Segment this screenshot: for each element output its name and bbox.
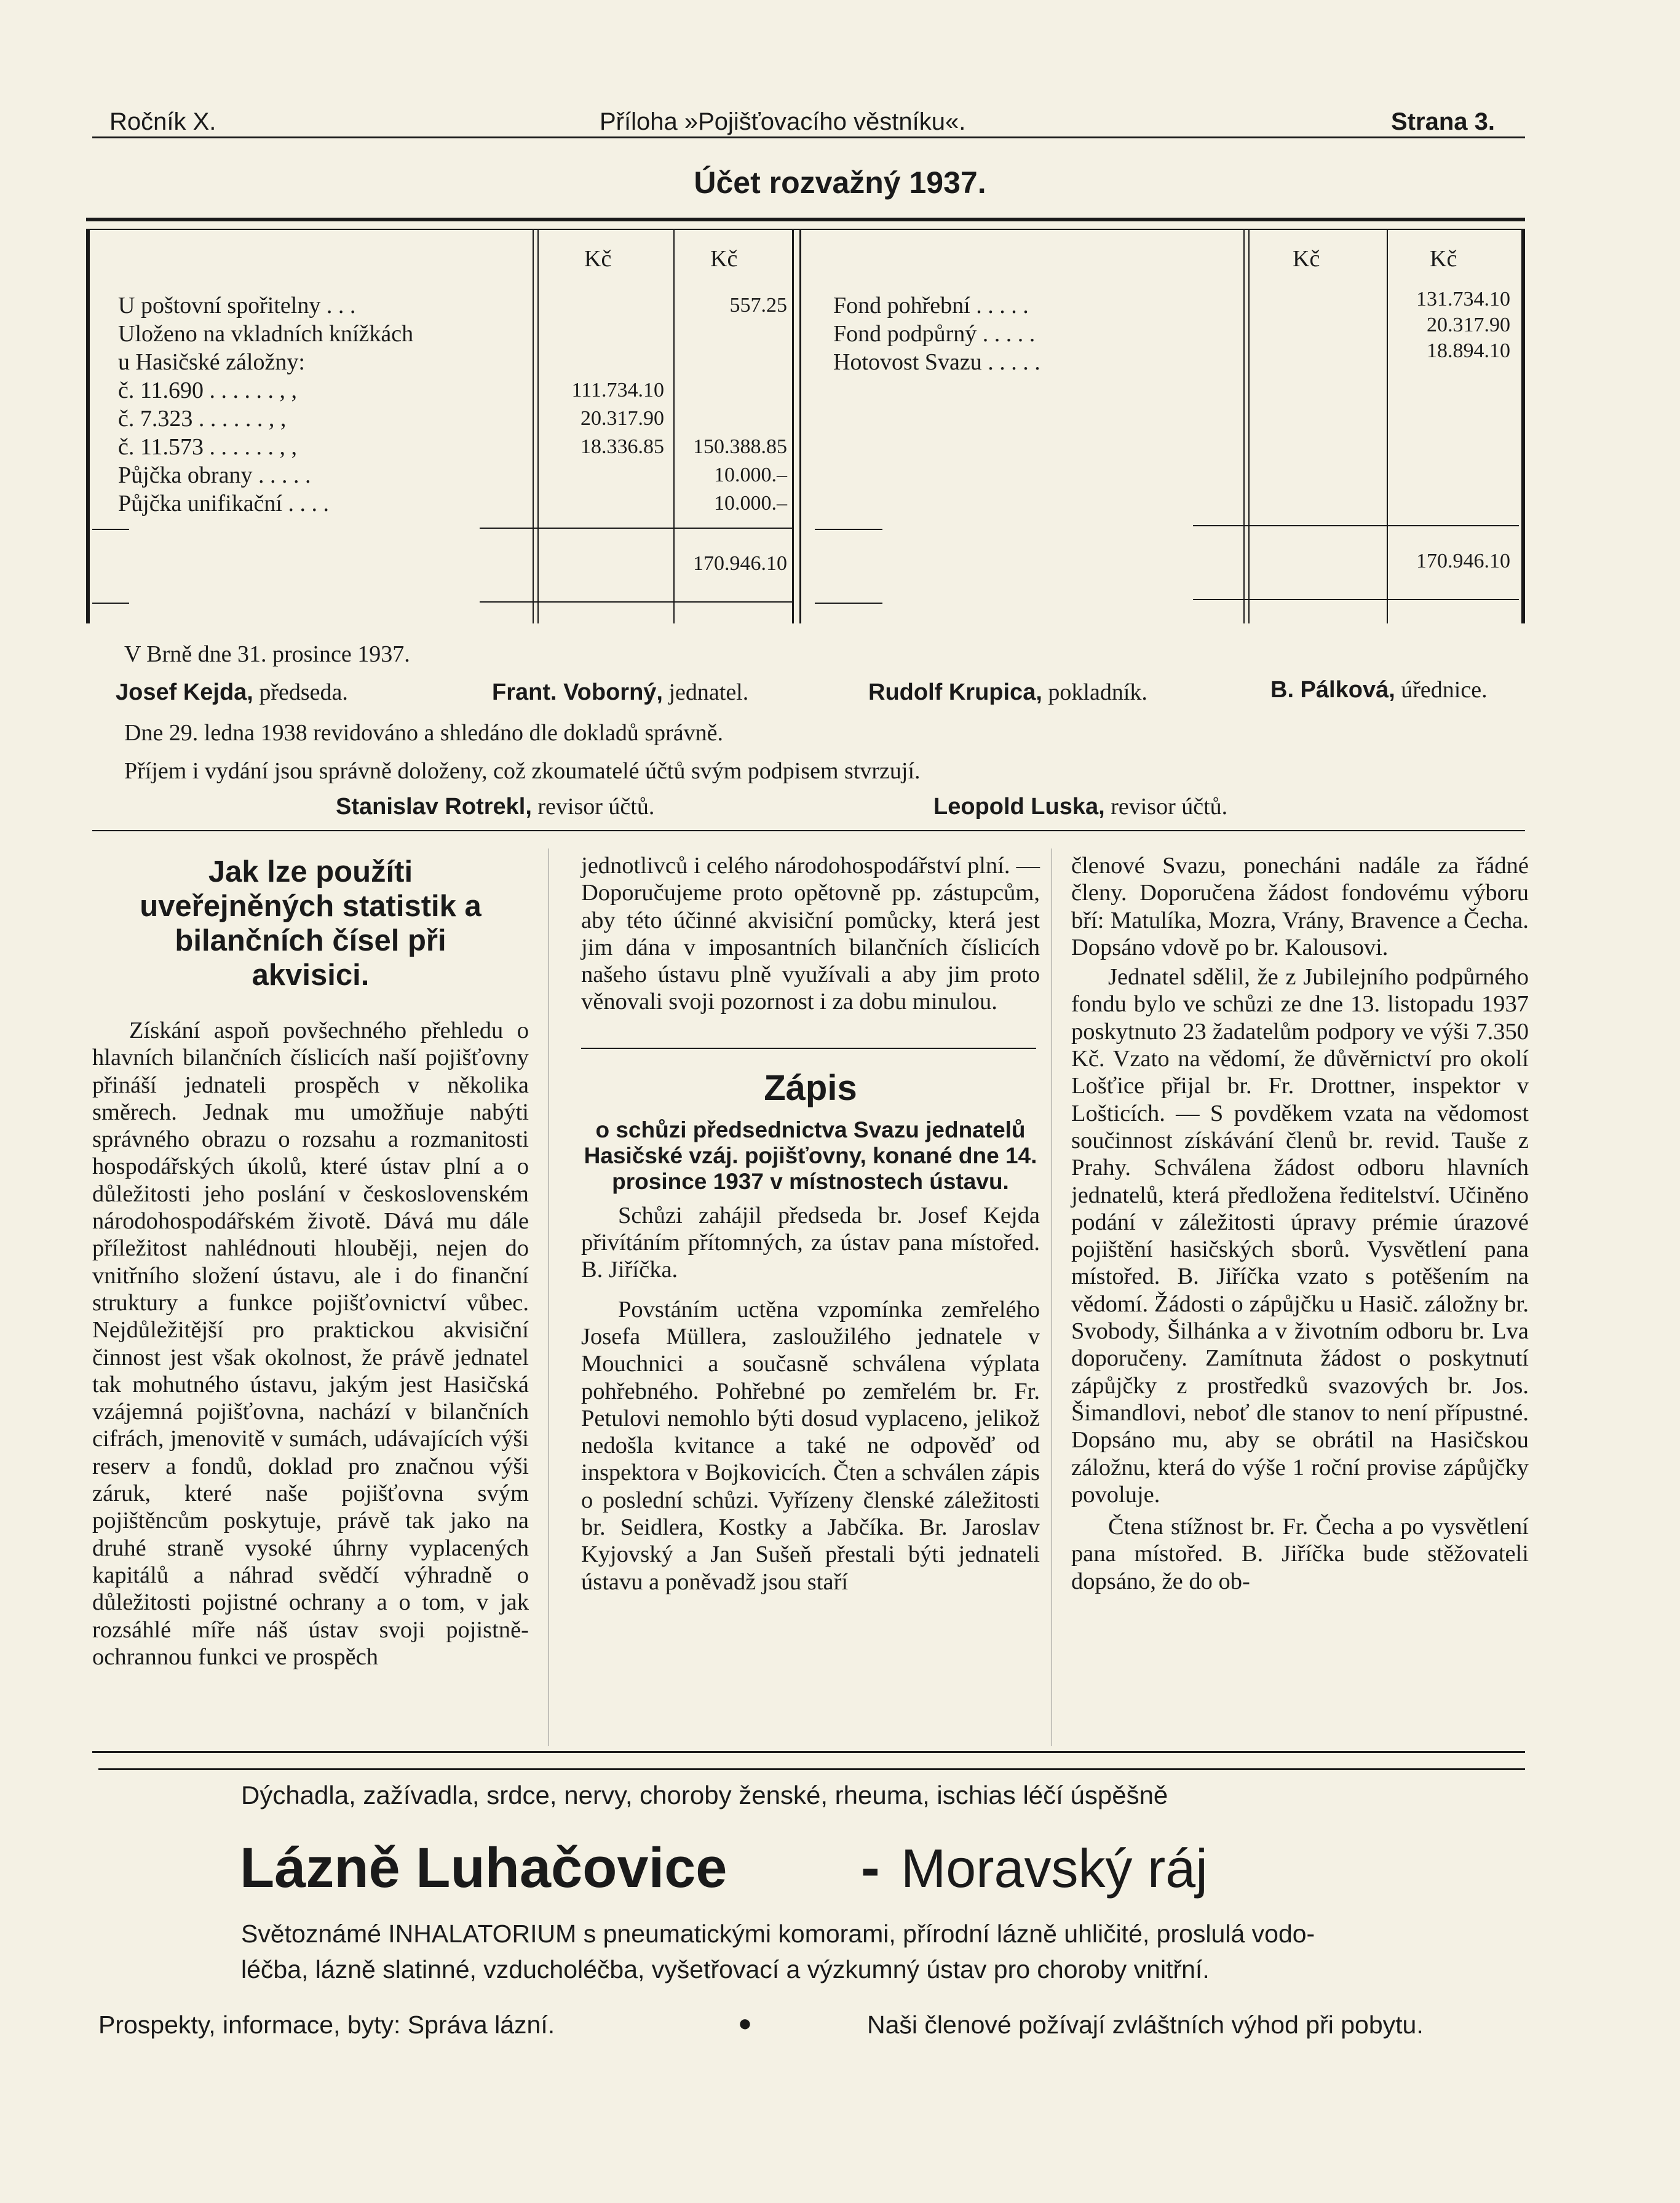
section-rule	[92, 1751, 1525, 1753]
currency-header: Kč	[1293, 246, 1320, 272]
row-label: Půjčka obrany . . . . .	[118, 462, 311, 488]
signature-auditor-2: Leopold Luska, revisor účtů.	[933, 794, 1228, 820]
ad-description: Světoznámé INHALATORIUM s pneumatickými komorami, přírodní lázně uhličité, proslulá vodo-	[241, 1920, 1315, 1948]
signature-chairman: Josef Kejda, předseda.	[116, 679, 348, 705]
place-date: V Brně dne 31. prosince 1937.	[124, 641, 410, 667]
volume-label: Ročník X.	[109, 108, 216, 135]
row-label: Hotovost Svazu . . . . .	[833, 349, 1040, 375]
row-label: Půjčka unifikační . . . .	[118, 491, 329, 516]
minutes-paragraph: Jednatel sdělil, že z Jubilejního podpůrného fondu bylo ve schůzi ze dne 13. listopadu 1937 poskytnuto 23 žadatelům podpory ve výši 7.350 Kč. Vzato na vědomí, že důvěrnictví pro okolí Lošťice přijal br. Fr. Drottner, inspektor v Lošticích. — S povděkem vzata na vědomost součinnost získávání členů br. revid. Tauše z Prahy. Schválena žádost odboru hlavních jednatelů, která předložena ředitelství. Učiněno podání v záležitosti úpravy prémie úrazové pojištění hasičských sborů. Vysvětlení pana místořed. B. Jiříčka vzato s potěšením na vědomí. Žádosti o zápůjčku u Hasič. záložny br. Svobody, Šilhánka a v životním odboru br. Lva doporučeny. Zamítnuta žádost o poskytnutí zápůjčky z prostředků svazových br. Jos. Šimandlovi, neboť dle stanov to není přípustné. Dopsáno mu, aby se obrátil na Hasičskou záložnu, která do výše 1 roční provise zápůjčky povoluje.	[1071, 964, 1529, 1508]
left-total: 170.946.10	[693, 552, 787, 575]
amount-cell	[541, 291, 664, 320]
amount-cell	[676, 348, 787, 376]
amount-cell: 10.000.–	[714, 464, 787, 486]
row-label: U poštovní spořitelny . . .	[118, 293, 356, 318]
amount-cell	[541, 348, 664, 376]
amount-cell: 131.734.10	[1416, 288, 1510, 310]
ad-spa-subtitle: Moravský ráj	[901, 1838, 1208, 1899]
audit-statement: Příjem i vydání jsou správně doloženy, což zkoumatelé účtů svým podpisem stvrzují.	[124, 758, 921, 784]
currency-header: Kč	[1430, 246, 1457, 272]
minutes-title: Zápis	[764, 1067, 857, 1108]
amount-cell	[676, 376, 787, 405]
ad-dash: -	[861, 1837, 880, 1899]
signature-clerk: B. Pálková, úřednice.	[1270, 677, 1488, 703]
right-total: 170.946.10	[1416, 550, 1510, 572]
ad-member-benefits: Naši členové požívají zvláštních výhod při pobytu.	[867, 2011, 1424, 2039]
supplement-title: Příloha »Pojišťovacího věstníku«.	[600, 108, 966, 135]
article-title: Jak lze použíti uveřejněných statistik a bilančních čísel při akvisici.	[140, 855, 481, 992]
row-label: u Hasičské záložny:	[118, 349, 305, 375]
currency-header: Kč	[710, 246, 738, 272]
bullet-icon: ●	[738, 2011, 752, 2036]
amount-cell: 20.317.90	[580, 407, 664, 430]
article-body: Získání aspoň povšechného přehledu o hlavních bilančních číslicích naší pojišťovny přináší jednateli prospěch v několika směrech. Jednak mu umožňuje nabýti správného obrazu o rozsahu a rozmanitosti hospodářských úkolů, které ústav plní a o důležitosti jeho poslání v československém národohospodářském životě. Dává mu dále příležitost nahlédnouti hlouběji, nejen do vnitřního složení ústavu, ale i do finanční struktury a funkce pojišťovnictví vůbec. Nejdůležitější pro praktickou akvisiční činnost jest však okolnost, že právě jednatel tak mohutného ústavu, jakým jest Hasičská vzájemná pojišťovna, nachází v bilančních cifrách, jmenovitě v sumách, udávajících výši reserv a fondů, doklad pro značnou výši záruk, které naše pojišťovna svým pojištěncům poskytuje, právě tak jako na druhé straně vysoké úhrny vyplacených kapitálů a náhrad svědčí výhradně o důležitosti pojistné ochrany a o tom, v jak rozsáhlé míře náš ústav svoji pojistně-ochrannou funkci ve prospěch	[92, 1018, 529, 1670]
amount-cell: 18.336.85	[580, 435, 664, 458]
amount-cell: 557.25	[729, 294, 787, 317]
ad-description: léčba, lázně slatinné, vzducholéčba, vyšetřovací a výzkumný ústav pro choroby vnitřní.	[241, 1955, 1210, 1983]
section-rule	[98, 1768, 1525, 1770]
amount-cell: 150.388.85	[693, 435, 787, 458]
minutes-paragraph: Čtena stížnost br. Fr. Čecha a po vysvětlení pana místořed. B. Jiříčka bude stěžovateli dopsáno, že do ob-	[1071, 1514, 1529, 1594]
column-3	[1071, 852, 1529, 1595]
amount-cell: 111.734.10	[571, 379, 664, 401]
amount-cell: 18.894.10	[1427, 339, 1510, 362]
row-label: č. 11.573 . . . . . . , ,	[118, 434, 297, 460]
row-label: Uloženo na vkladních knížkách	[118, 321, 414, 347]
row-label: č. 7.323 . . . . . . , ,	[118, 406, 287, 432]
balance-table	[86, 218, 1525, 623]
page-number: Strana 3.	[1391, 108, 1495, 135]
ad-tagline: Dýchadla, zažívadla, srdce, nervy, choroby ženské, rheuma, ischias léčí úspěšně	[241, 1781, 1168, 1809]
row-label: Fond podpůrný . . . . .	[833, 321, 1036, 347]
article-statistics	[92, 855, 529, 1671]
currency-header: Kč	[584, 246, 612, 272]
article-continuation: jednotlivců i celého národohospodářství plní. — Doporučujeme proto opětovně pp. zástupcům, aby této účinné akvisiční pomůcky, která jest jim dána v imposantních bilančních číslicích našeho ústavu plně využívali a aby jim proto věnovali svoji pozornost i za dobu minulou.	[581, 853, 1040, 1015]
account-title: Účet rozvažný 1937.	[694, 165, 986, 200]
minutes-paragraph: členové Svazu, ponecháni nadále za řádné členy. Doporučena žádost fondovému výboru bří: Matulíka, Mozra, Vrány, Bravence a Čecha. Dopsáno vdově po br. Kalousovi.	[1071, 853, 1529, 960]
row-label: Fond pohřební . . . . .	[833, 293, 1029, 318]
section-rule	[92, 830, 1525, 831]
signature-auditor-1: Stanislav Rotrekl, revisor účtů.	[336, 794, 655, 820]
spa-advertisement	[98, 1777, 1525, 2072]
minutes-paragraph: Povstáním uctěna vzpomínka zemřelého Josefa Müllera, zasloužilého jednatele v Mouchnici a současně schválena výplata pohřebného. Pohřebné po zemřelém br. Fr. Petulovi nemohlo býti dosud vyplaceno, jelikož nedošla kvitance a také ne odpověď od inspektora v Bojkovicích. Čten a schválen zápis o poslední schůzi. Vyřízeny členské záležitosti br. Seidlera, Kostky a Jabčíka. Br. Jaroslav Kyjovský a Jan Sušeň přestali býti jednateli ústavu a poněvadž jsou staří	[581, 1296, 1040, 1595]
amount-cell: 10.000.–	[714, 492, 787, 515]
row-label: č. 11.690 . . . . . . , ,	[118, 378, 297, 403]
amount-cell	[541, 320, 664, 348]
minutes-subtitle: o schůzi předsednictva Svazu jednatelů Hasičské vzáj. pojišťovny, konané dne 14. prosince 1937 v místnostech ústavu.	[584, 1117, 1037, 1194]
minutes-paragraph: Schůzi zahájil předseda br. Josef Kejda přivítáním přítomných, za ústav pana místořed. B. Jiříčka.	[581, 1202, 1040, 1283]
header-rule	[92, 136, 1525, 138]
column-2	[581, 852, 1040, 1596]
review-note: Dne 29. ledna 1938 revidováno a shledáno dle dokladů správně.	[124, 720, 724, 746]
ad-spa-name: Lázně Luhačovice	[240, 1837, 727, 1899]
signature-treasurer: Rudolf Krupica, pokladník.	[868, 679, 1147, 705]
ad-contact: Prospekty, informace, byty: Správa lázní.	[98, 2011, 555, 2039]
amount-cell	[676, 405, 787, 433]
signature-agent: Frant. Voborný, jednatel.	[492, 679, 749, 705]
amount-cell	[676, 320, 787, 348]
amount-cell: 20.317.90	[1427, 314, 1510, 336]
